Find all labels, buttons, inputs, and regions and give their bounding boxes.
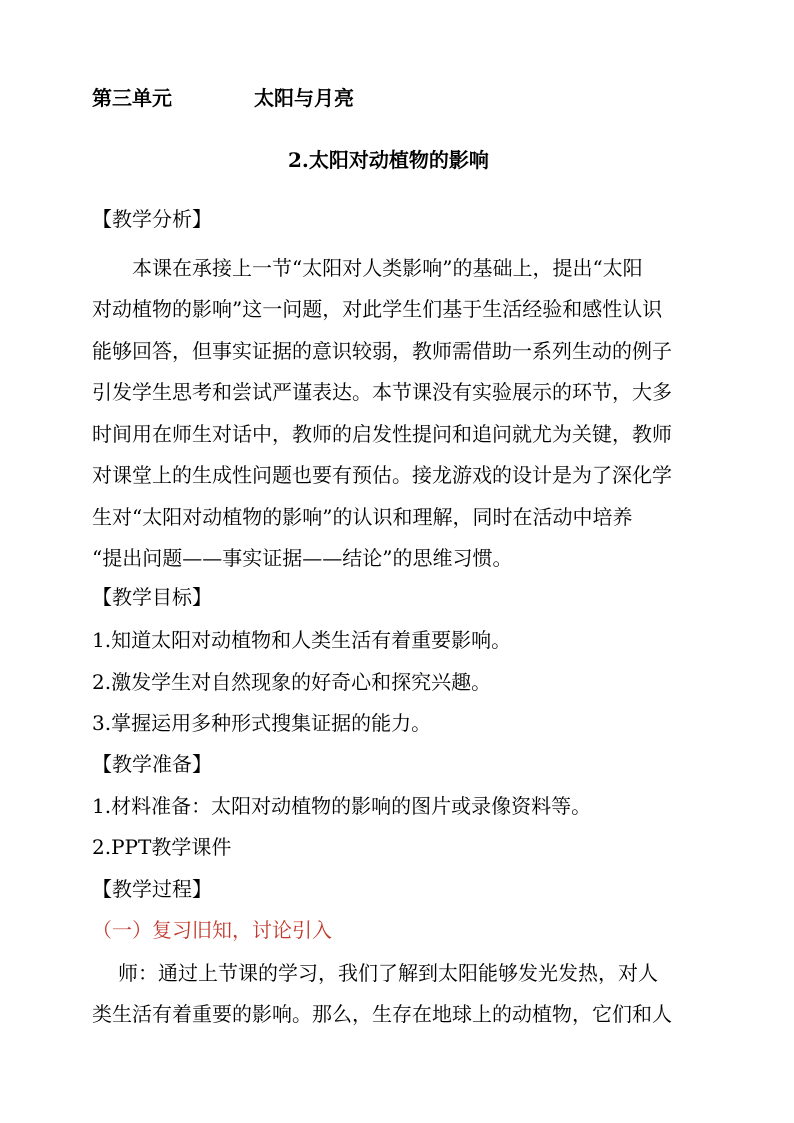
analysis-line: 生对“太阳对动植物的影响”的认识和理解，同时在活动中培养 — [92, 505, 633, 529]
prep-item: 2.PPT教学课件 — [92, 835, 232, 859]
analysis-line: “提出问题——事实证据——结论”的思维习惯。 — [92, 546, 513, 570]
analysis-line: 引发学生思考和尝试严谨表达。本节课没有实验展示的环节，大多 — [92, 380, 672, 404]
process-step-title: （一）复习旧知，讨论引入 — [92, 918, 332, 942]
lesson-title: 2.太阳对动植物的影响 — [288, 148, 489, 172]
analysis-line: 对课堂上的生成性问题也要有预估。接龙游戏的设计是为了深化学 — [92, 463, 672, 487]
goal-item: 3.掌握运用多种形式搜集证据的能力。 — [92, 711, 432, 735]
process-heading: 【教学过程】 — [92, 877, 212, 901]
prep-heading: 【教学准备】 — [92, 752, 212, 776]
goal-item: 2.激发学生对自然现象的好奇心和探究兴趣。 — [92, 670, 492, 694]
prep-item: 1.材料准备：太阳对动植物的影响的图片或录像资料等。 — [92, 794, 592, 818]
analysis-heading: 【教学分析】 — [92, 207, 212, 231]
process-line: 类生活有着重要的影响。那么，生存在地球上的动植物，它们和人 — [92, 1002, 672, 1026]
process-line: 师：通过上节课的学习，我们了解到太阳能够发光发热，对人 — [118, 961, 658, 985]
unit-title: 太阳与月亮 — [254, 86, 354, 110]
goals-heading: 【教学目标】 — [92, 585, 212, 609]
goal-item: 1.知道太阳对动植物和人类生活有着重要影响。 — [92, 628, 512, 652]
unit-label: 第三单元 — [92, 86, 172, 110]
analysis-line: 对动植物的影响”这一问题，对此学生们基于生活经验和感性认识 — [92, 297, 663, 321]
analysis-line: 时间用在师生对话中，教师的启发性提问和追问就尤为关键，教师 — [92, 422, 672, 446]
analysis-line: 本课在承接上一节“太阳对人类影响”的基础上，提出“太阳 — [132, 256, 643, 280]
analysis-line: 能够回答，但事实证据的意识较弱，教师需借助一系列生动的例子 — [92, 339, 672, 363]
